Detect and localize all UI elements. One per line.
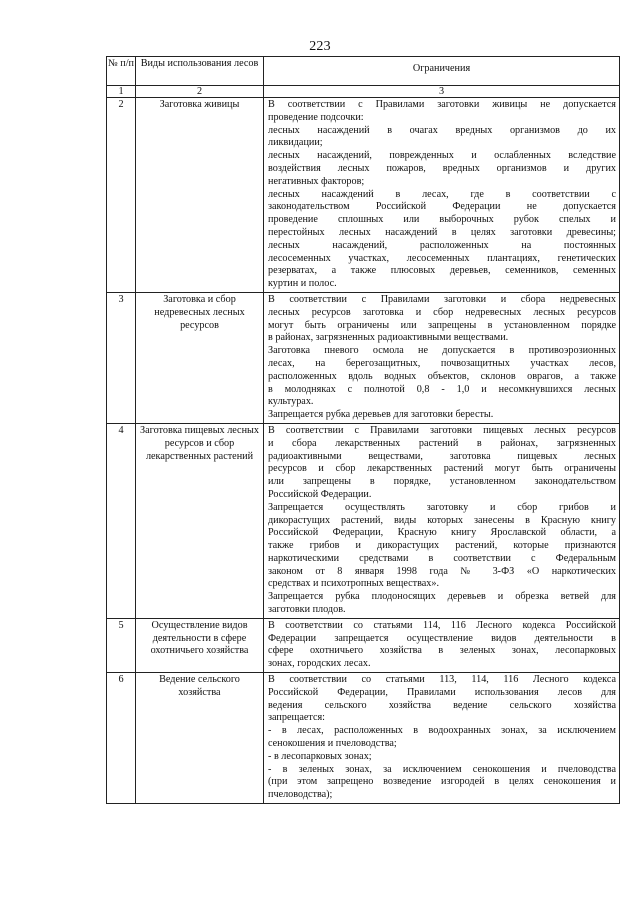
table-row	[107, 98, 620, 293]
column-number: 3	[264, 86, 620, 98]
restriction-line: лесных ресурсов заготовка и сбор недревесных лесных ресурсов	[268, 306, 616, 318]
table-row	[107, 423, 620, 618]
usage-type: Заготовка и сбор недревесных лесных ресурсов	[136, 292, 264, 423]
restriction-line: негативных факторов;	[268, 175, 365, 187]
restriction-line: запрещается:	[268, 712, 325, 724]
restriction-line: Федерации запрещается осуществление видов деятельности в	[268, 632, 616, 644]
restriction-line: Российской Федерации.	[268, 488, 372, 500]
restriction-line: пчеловодства);	[268, 789, 333, 801]
column-number: 1	[107, 86, 136, 98]
restriction-line: воздействия лесных пожаров, вредных организмов и других	[268, 162, 616, 174]
restriction-line: сенокошения и пчеловодства;	[268, 738, 397, 750]
restriction-line: ресурсов и сбор лекарственных растений могут быть ограничены	[268, 463, 616, 475]
usage-type: Заготовка пищевых лесных ресурсов и сбор лекарственных растений	[136, 423, 264, 618]
restriction-line: перестойных лесных насаждений в целях заготовки древесины;	[268, 226, 616, 238]
table-row	[107, 292, 620, 423]
restriction-text	[264, 423, 620, 618]
restriction-line: лесных насаждений, поврежденных и ослабленных вследствие	[268, 150, 616, 162]
restriction-line: лесосеменных участках, лесосеменных плантациях, генетических	[268, 252, 616, 264]
restriction-line: расположенных вдоль водных объектов, склонов оврагов, а также	[268, 370, 616, 382]
restriction-line: законом от 8 января 1998 года № 3-ФЗ «О наркотических	[268, 565, 616, 577]
restriction-line: В соответствии с Правилами заготовки и сбора недревесных	[268, 293, 616, 305]
restriction-line: дикорастущих растений, виды которых занесены в Красную книгу	[268, 514, 616, 526]
page-number: 223	[309, 39, 331, 54]
restriction-line: культурах.	[268, 396, 314, 408]
restriction-line: Российской Федерации, Красную книгу Ярославской области, а	[268, 527, 616, 539]
restriction-line: в районах, загрязненных радиоактивными веществами.	[268, 332, 509, 344]
table-row	[107, 618, 620, 672]
restriction-line: куртин и полос.	[268, 278, 337, 290]
column-numbers-row	[107, 86, 620, 98]
header-restrictions: Ограничения	[264, 57, 620, 86]
restriction-line: могут быть ограничены или запрещены в установленном порядке	[268, 319, 616, 331]
usage-type: Заготовка живицы	[136, 98, 264, 293]
row-number: 6	[107, 673, 136, 804]
restriction-line: лесных насаждений в лесах, где в соответствии с	[268, 188, 616, 200]
restriction-line: ведения сельского хозяйства ведение сельского хозяйства	[268, 699, 616, 711]
restriction-line: наркотическими средствами в соответствии с Федеральным	[268, 552, 616, 564]
header-types: Виды использования лесов	[136, 57, 264, 86]
table-row	[107, 673, 620, 804]
row-number: 2	[107, 98, 136, 293]
restriction-line: также грибов и дикорастущих растений, которые признаются	[268, 540, 616, 552]
restriction-line: проведение подсочки:	[268, 111, 364, 123]
restriction-line: и сбора лекарственных растений в районах, загрязненных	[268, 437, 616, 449]
restriction-line: лесных насаждений в очагах вредных организмов до их	[268, 124, 616, 136]
restriction-line: радиоактивными веществами, заготовка пищевых лесных	[268, 450, 616, 462]
restriction-line: законодательством Российской Федерации не допускается	[268, 201, 616, 213]
restriction-line: В соответствии со статьями 113, 114, 116 Лесного кодекса	[268, 674, 616, 686]
restriction-line: в молодняках с полнотой 0,8 - 1,0 и несомкнувшихся лесных	[268, 383, 616, 395]
restriction-line: резерватах, а также плюсовых деревьев, семенников, семенных	[268, 265, 616, 277]
restriction-line: или запрещены в порядке, установленном законодательством	[268, 476, 616, 488]
restriction-line: В соответствии с Правилами заготовки пищевых лесных ресурсов	[268, 424, 616, 436]
table-body	[107, 98, 620, 804]
restriction-line: проведение сплошных или выборочных рубок спелых и	[268, 214, 616, 226]
row-number: 3	[107, 292, 136, 423]
restriction-text	[264, 673, 620, 804]
restriction-line: В соответствии с Правилами заготовки живицы не допускается	[268, 99, 616, 110]
restriction-line: сфере охотничьего хозяйства в зеленых зонах, лесопарковых	[268, 645, 616, 657]
restriction-line: Запрещается осуществлять заготовку и сбор грибов и	[268, 501, 616, 513]
restriction-line: средствах и психотропных веществах».	[268, 578, 440, 590]
usage-type: Осуществление видов деятельности в сфере охотничьего хозяйства	[136, 618, 264, 672]
restriction-line: - в лесопарковых зонах;	[268, 750, 372, 762]
restrictions-table	[106, 56, 620, 804]
restriction-line: заготовки плодов.	[268, 604, 346, 616]
restriction-text	[264, 292, 620, 423]
table-header-row	[107, 57, 620, 86]
restriction-line: Запрещается рубка плодоносящих деревьев и обрезка ветвей для	[268, 591, 616, 603]
restriction-line: лесах, на берегозащитных, почвозащитных участках лесов,	[268, 357, 616, 369]
header-num: № п/п	[107, 57, 136, 86]
restriction-line: Запрещается рубка деревьев для заготовки бересты.	[268, 409, 494, 421]
restriction-line: Российской Федерации, Правилами использования лесов для	[268, 686, 616, 698]
row-number: 4	[107, 423, 136, 618]
column-number: 2	[136, 86, 264, 98]
restriction-line: (при этом запрещено возведение изгородей в целях сенокошения и	[268, 776, 616, 788]
restriction-text	[264, 618, 620, 672]
restriction-line: Заготовка пневого осмола не допускается в противоэрозионных	[268, 345, 616, 357]
restriction-line: - в зеленых зонах, за исключением сенокошения и пчеловодства	[268, 763, 616, 775]
restriction-line: ликвидации;	[268, 137, 323, 149]
restriction-line: лесных насаждений, расположенных на постоянных	[268, 239, 616, 251]
row-number: 5	[107, 618, 136, 672]
restriction-line: В соответствии со статьями 114, 116 Лесного кодекса Российской	[268, 619, 616, 631]
restriction-line: - в лесах, расположенных в водоохранных зонах, за исключением	[268, 725, 616, 737]
restriction-line: зонах, городских лесах.	[268, 658, 371, 670]
restriction-text	[264, 98, 620, 293]
usage-type: Ведение сельского хозяйства	[136, 673, 264, 804]
